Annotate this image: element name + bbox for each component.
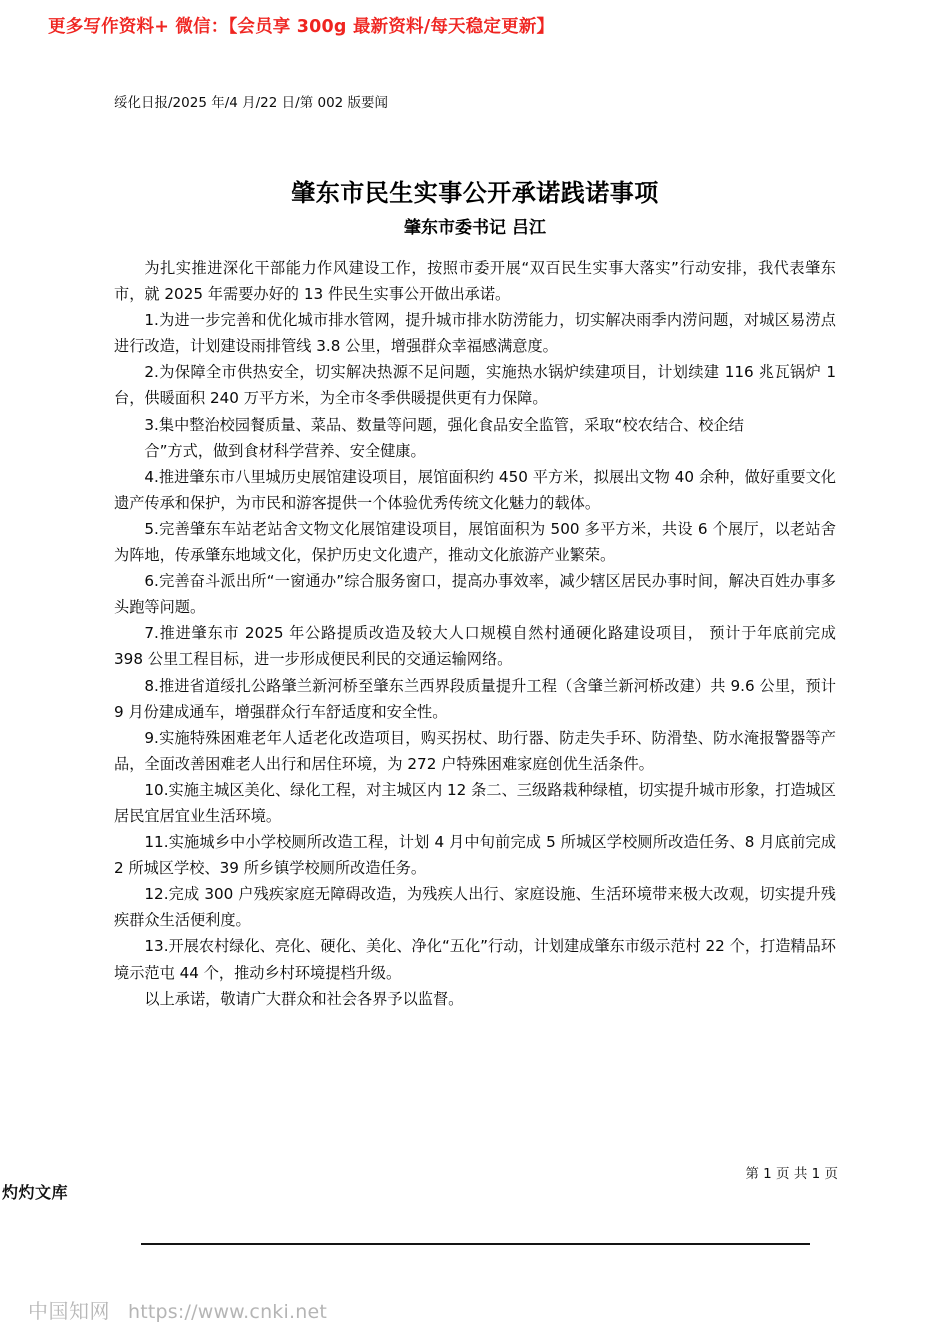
paragraph-intro: 为扎实推进深化干部能力作风建设工作，按照市委开展“双百民生实事大落实”行动安排，我代表肇东市，就 2025 年需要办好的 13 件民生实事公开做出承诺。 [114, 259, 836, 304]
paragraph-item-5: 5.完善肇东车站老站舍文物文化展馆建设项目，展馆面积为 500 多平方米，共设 6 个展厅，以老站舍为阵地，传承肇东地域文化，保护历史文化遗产，推动文化旅游产业繁荣。 [114, 519, 836, 565]
paragraph-item-8: 8.推进省道绥扎公路肇兰新河桥至肇东兰西界段质量提升工程（含肇兰新河桥改建）共 9.6 公里，预计 9 月份建成通车，增强群众行车舒适度和安全性。 [114, 676, 836, 721]
cnki-name-label: 中国知网 [28, 1299, 110, 1323]
cnki-url-label: https://www.cnki.net [128, 1301, 328, 1323]
paragraph-item-11: 11.实施城乡中小学校厕所改造工程，计划 4 月中旬前完成 5 所城区学校厕所改造任务、8 月底前完成 2 所城区学校、39 所乡镇学校厕所改造任务。 [114, 833, 836, 878]
paragraph-item-3-tail: 合”方式，做到食材科学营养、安全健康。 [144, 441, 426, 460]
document-byline: 肇东市委书记 吕江 [404, 218, 546, 238]
paragraph-closing: 以上承诺，敬请广大群众和社会各界予以监督。 [144, 989, 464, 1008]
paragraph-item-4: 4.推进肇东市八里城历史展馆建设项目，展馆面积约 450 平方米，拟展出文物 40 余种，做好重要文化遗产传承和保护，为市民和游客提供一个体验优秀传统文化魅力的载体。 [114, 467, 836, 512]
page-title: 肇东市民生实事公开承诺践诺事项 [291, 179, 659, 208]
page-number-footer: 第 1 页 共 1 页 [745, 1166, 838, 1182]
document-body [114, 255, 836, 1012]
cnki-watermark [28, 1295, 327, 1324]
paragraph-item-9: 9.实施特殊困难老年人适老化改造项目，购买拐杖、助行器、防走失手环、防滑垫、防水淹报警器等产品，全面改善困难老人出行和居住环境，为 272 户特殊困难家庭创优生活条件。 [114, 728, 836, 773]
paragraph-item-6: 6.完善奋斗派出所“一窗通办”综合服务窗口，提高办事效率，减少辖区居民办事时间，解决百姓办事多头跑等问题。 [114, 572, 836, 617]
paragraph-item-2: 2.为保障全市供热安全，切实解决热源不足问题，实施热水锅炉续建项目，计划续建 116 兆瓦锅炉 1 台，供暖面积 240 万平方米，为全市冬季供暖提供更有力保障。 [114, 363, 836, 408]
document-source-line: 绥化日报/2025 年/4 月/22 日/第 002 版要闻 [114, 95, 389, 111]
paragraph-item-13: 13.开展农村绿化、亮化、硬化、美化、净化“五化”行动，计划建成肇东市级示范村 22 个，打造精品环境示范屯 44 个，推动乡村环境提档升级。 [114, 937, 836, 982]
footer-divider [141, 1243, 810, 1245]
paragraph-item-3-head: 3.集中整治校园餐质量、菜品、数量等问题，强化食品安全监管，采取“校农结合、校企结 [144, 415, 744, 434]
paragraph-item-1: 1.为进一步完善和优化城市排水管网，提升城市排水防涝能力，切实解决雨季内涝问题，对城区易涝点进行改造，计划建设雨排管线 3.8 公里，增强群众幸福感满意度。 [114, 311, 836, 356]
paragraph-item-10: 10.实施主城区美化、绿化工程，对主城区内 12 条二、三级路栽种绿植，切实提升城市形象，打造城区居民宜居宜业生活环境。 [114, 780, 836, 825]
promo-banner-text: 更多写作资料+ 微信：【会员享 300g 最新资料/每天稳定更新】 [48, 17, 555, 37]
paragraph-item-7: 7.推进肇东市 2025 年公路提质改造及较大人口规模自然村通硬化路建设项目， 预计于年底前完成 398 公里工程目标，进一步形成便民利民的交通运输网络。 [114, 624, 836, 669]
paragraph-item-12: 12.完成 300 户残疾家庭无障碍改造，为残疾人出行、家庭设施、生活环境带来极大改观，切实提升残疾群众生活便利度。 [114, 885, 836, 930]
watermark-library: 灼灼文库 [2, 1183, 69, 1202]
